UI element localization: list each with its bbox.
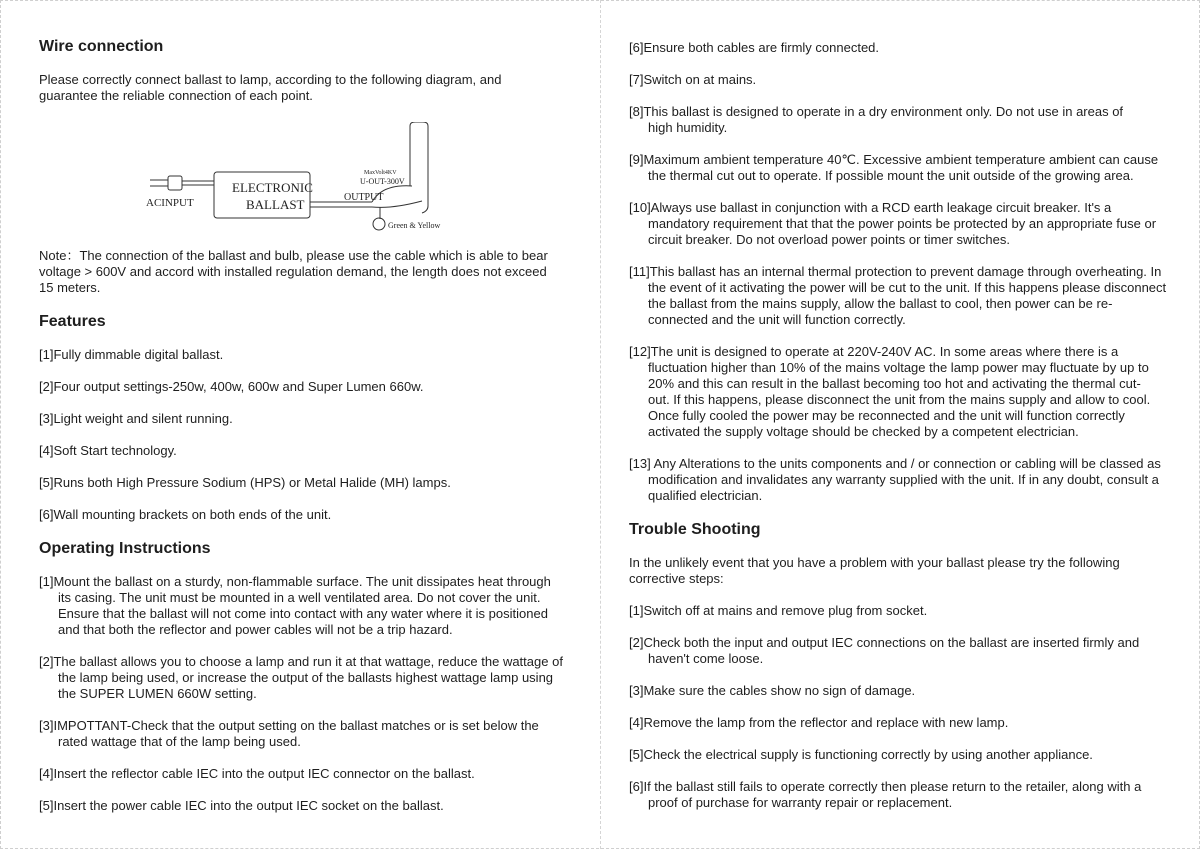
output-label: OUTPUT <box>344 192 384 203</box>
ground-icon <box>373 218 385 230</box>
plug-prongs <box>150 180 168 186</box>
trouble-shooting-heading: Trouble Shooting <box>629 521 761 538</box>
operating-item: [2]The ballast allows you to choose a lamp and run it at that wattage, reduce the wattage of the lamp being used, or increase the output of the ballasts highest wattage lamp using the SUPER LUMEN 660W setting. <box>39 654 563 701</box>
operating-item: [4]Insert the reflector cable IEC into the output IEC connector on the ballast. <box>39 766 475 781</box>
ac-input-label: ACINPUT <box>146 197 194 209</box>
operating-heading: Operating Instructions <box>39 540 211 557</box>
trouble-item: [5]Check the electrical supply is functioning correctly by using another appliance. <box>629 747 1093 762</box>
cable-note: Note：The connection of the ballast and bulb, please use the cable which is able to bear voltage > 600V and accord with installed regulation demand, the length does not exceed 15 meters. <box>39 248 548 295</box>
operating-item: [9]Maximum ambient temperature 40℃. Excessive ambient temperature ambient can cause the thermal cut out to operate. If possible mount the unit outside of the growing area. <box>629 152 1159 183</box>
operating-item: [5]Insert the power cable IEC into the output IEC socket on the ballast. <box>39 798 444 813</box>
trouble-item: [4]Remove the lamp from the reflector and replace with new lamp. <box>629 715 1009 730</box>
operating-item: [6]Ensure both cables are firmly connected. <box>629 40 880 55</box>
trouble-item: [3]Make sure the cables show no sign of damage. <box>629 683 916 698</box>
max-volt-label: MaxVolt4KV <box>364 170 397 176</box>
operating-item: [3]IMPOTTANT-Check that the output setting on the ballast matches or is set below the rated wattage that of the lamp being used. <box>39 718 539 749</box>
operating-item: [10]Always use ballast in conjunction with a RCD earth leakage circuit breaker. It's a mandatory requirement that that the power points be protected by an appropriate fuse or circuit breaker. Do not overload power points or timer switches. <box>629 200 1157 247</box>
page-fold-line <box>600 0 601 849</box>
wire-connection-intro: Please correctly connect ballast to lamp, according to the following diagram, and guarantee the reliable connection of each point. <box>39 72 502 103</box>
feature-item: [4]Soft Start technology. <box>39 443 177 458</box>
feature-item: [2]Four output settings-250w, 400w, 600w and Super Lumen 660w. <box>39 379 424 394</box>
u-out-label: U-OUT-300V <box>360 177 405 186</box>
lamp-reflector-icon <box>410 122 428 213</box>
operating-item: [1]Mount the ballast on a sturdy, non-flammable surface. The unit dissipates heat through its casing. The unit must be mounted in a well ventilated area. Do not cover the unit. Ensure that the ballast will not come into contact with any water where it is positioned and that both the reflector and power cables will not be a trip hazard. <box>39 574 551 637</box>
trouble-shooting-intro: In the unlikely event that you have a problem with your ballast please try the following corrective steps: <box>629 555 1120 586</box>
feature-item: [5]Runs both High Pressure Sodium (HPS) or Metal Halide (MH) lamps. <box>39 475 451 490</box>
feature-item: [6]Wall mounting brackets on both ends of the unit. <box>39 507 332 522</box>
operating-item: [11]This ballast has an internal thermal protection to prevent damage through overheating. In the event of it activating the power will be cut to the unit. If this happens please disconnect the ballast from the mains supply, allow the ballast to cool, then power can be re-connected and the unit will function correctly. <box>629 264 1167 327</box>
trouble-item: [2]Check both the input and output IEC connections on the ballast are inserted firmly and haven't come loose. <box>629 635 1140 666</box>
wiring-diagram <box>140 122 460 237</box>
operating-item: [12]The unit is designed to operate at 220V-240V AC. In some areas where there is a fluctuation higher than 10% of the mains voltage the lamp power may fluctuate by up to 20% and this can result in the ballast becoming too hot and activating the thermal cut-out. If this happens, please disconnect the unit from the mains supply and allow to cool. Once fully cooled the power may be reconnected and the unit will function correctly activated the supply voltage should be checked by a competent electrician. <box>629 344 1151 439</box>
operating-item: [13] Any Alterations to the units components and / or connection or cabling will be classed as modification and invalidates any warranty supplied with the unit. If in any doubt, consult a qualified electrician. <box>629 456 1161 503</box>
plug-icon <box>168 176 182 190</box>
trouble-item: [1]Switch off at mains and remove plug from socket. <box>629 603 928 618</box>
wire-connection-heading: Wire connection <box>39 38 164 55</box>
feature-item: [1]Fully dimmable digital ballast. <box>39 347 224 362</box>
trouble-item: [6]If the ballast still fails to operate correctly then please return to the retailer, along with a proof of purchase for warranty repair or replacement. <box>629 779 1142 810</box>
feature-item: [3]Light weight and silent running. <box>39 411 233 426</box>
operating-item: [8]This ballast is designed to operate in a dry environment only. Do not use in areas of high humidity. <box>629 104 1124 135</box>
features-heading: Features <box>39 313 106 330</box>
ground-label: Green & Yellow <box>388 221 441 230</box>
ballast-label-1: ELECTRONIC <box>232 180 313 195</box>
operating-item: [7]Switch on at mains. <box>629 72 757 87</box>
ballast-label-2: BALLAST <box>246 197 305 212</box>
